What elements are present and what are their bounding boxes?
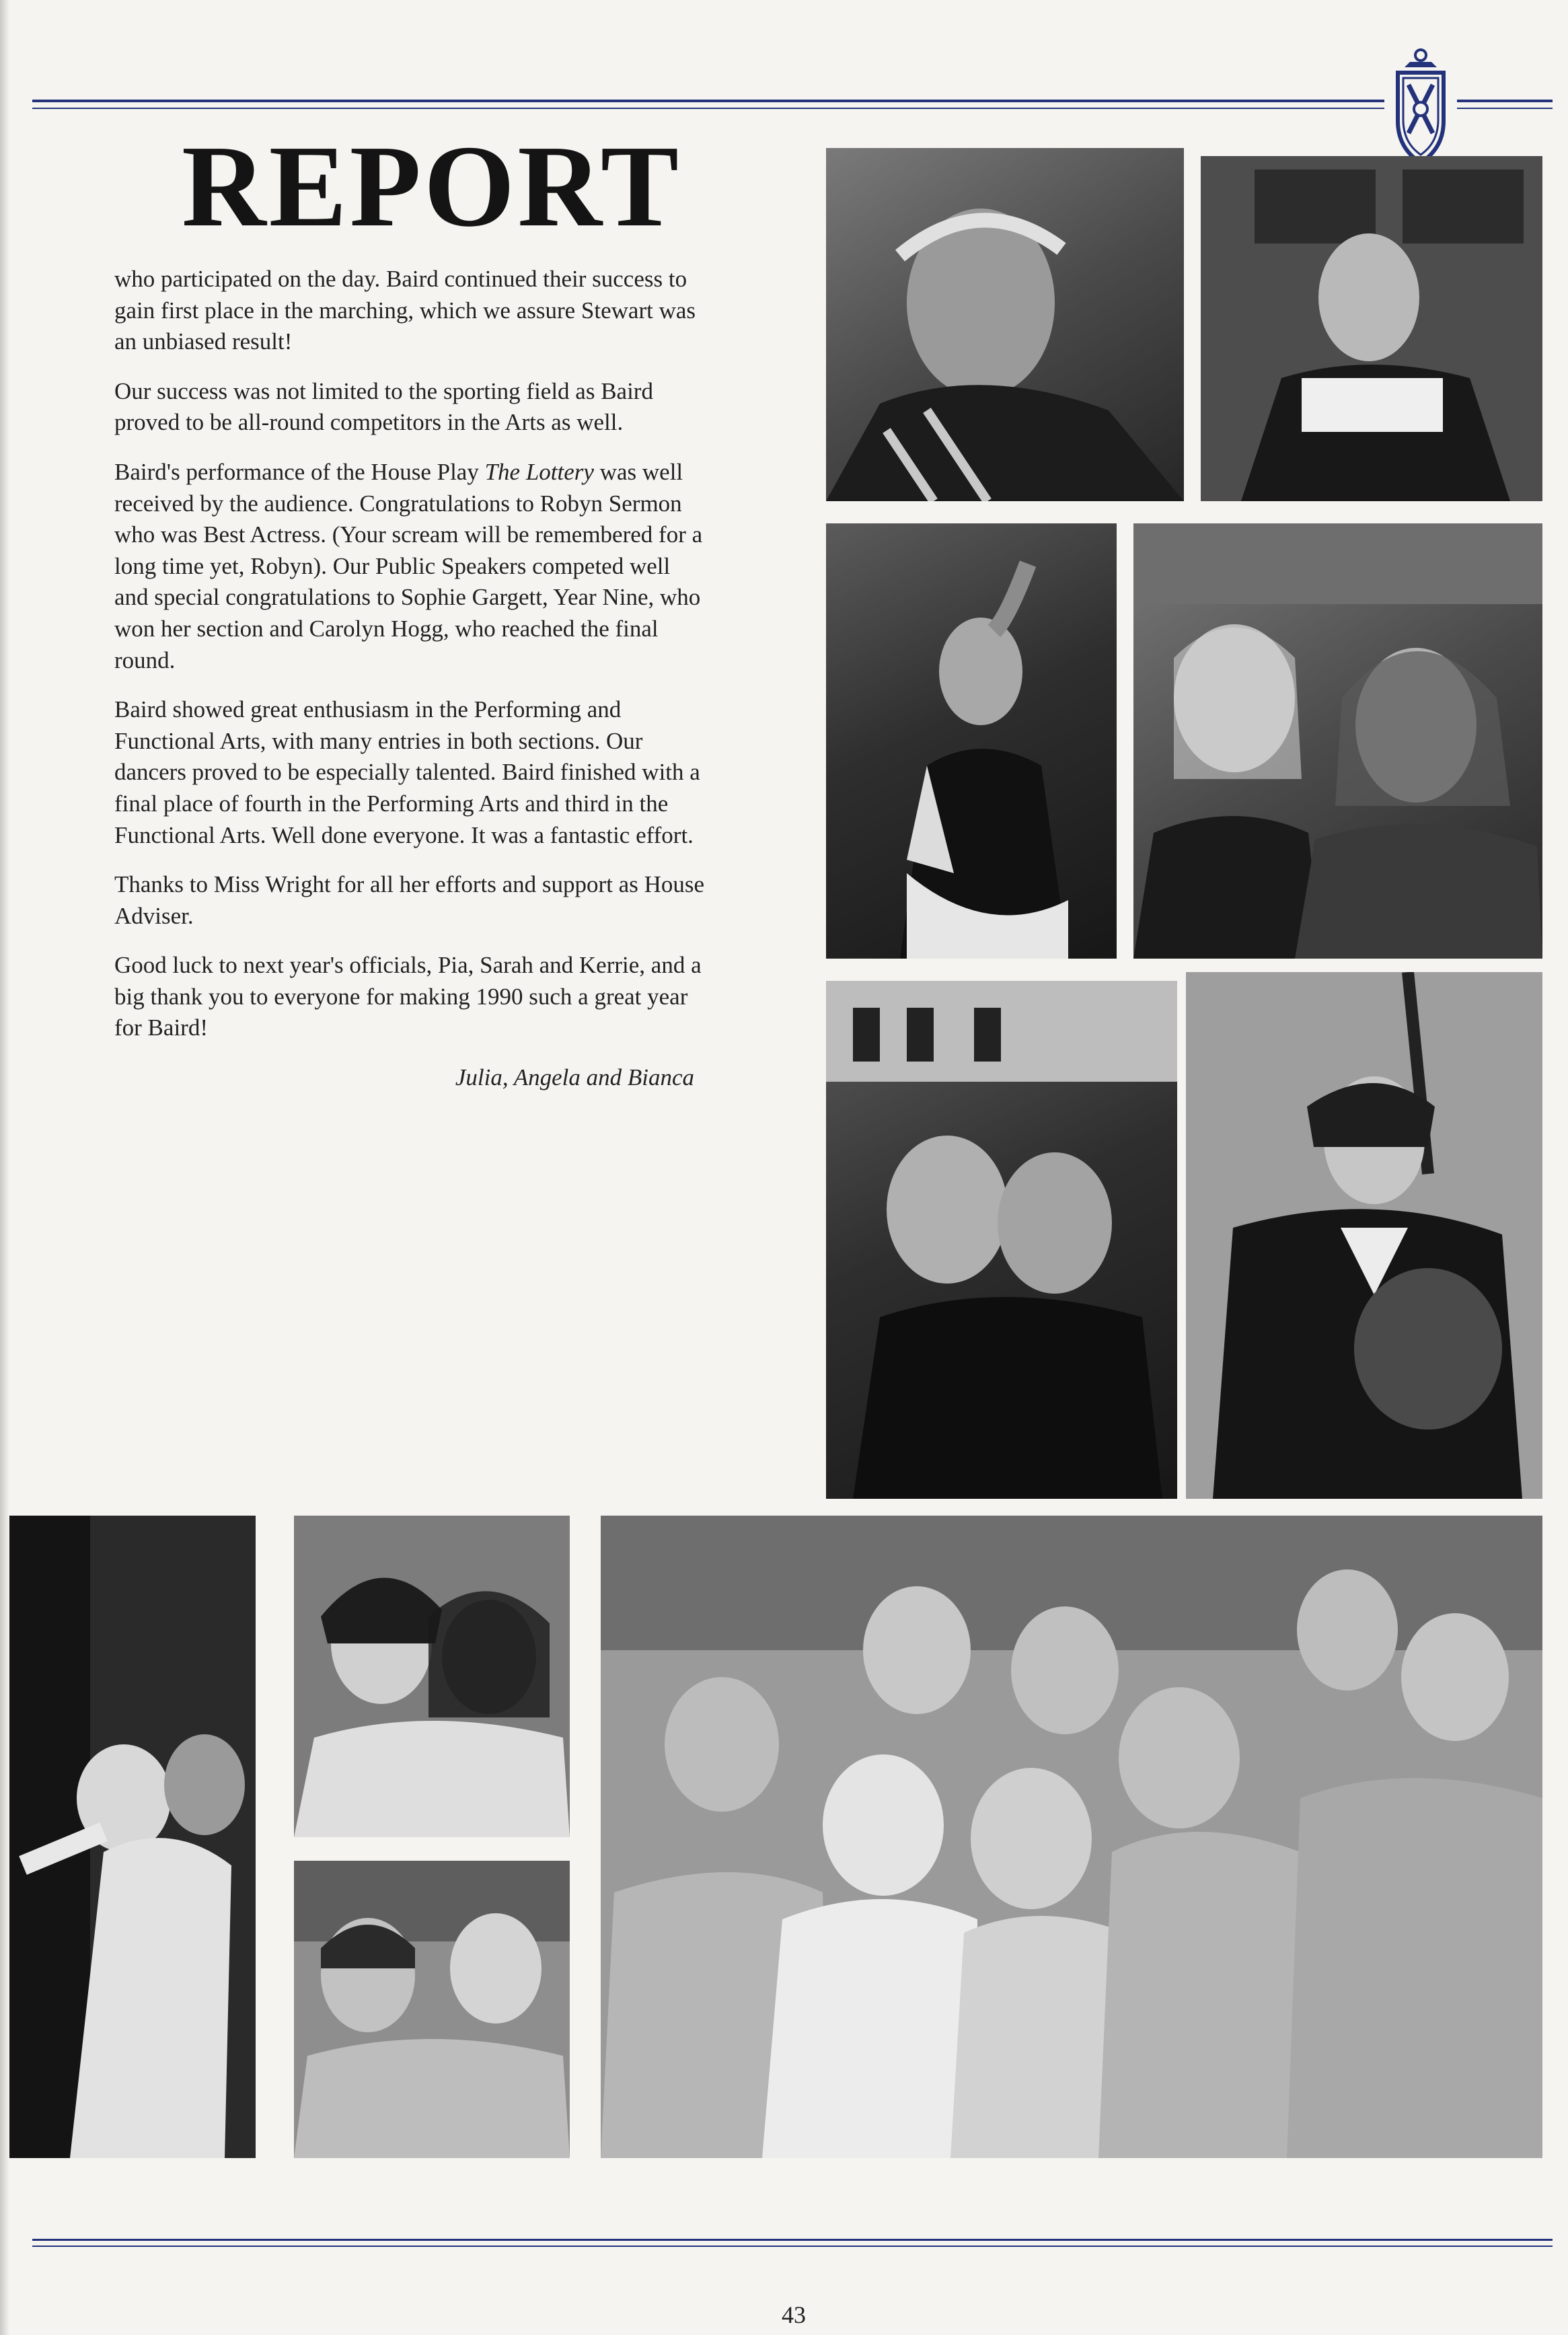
photo-two-girls-field	[294, 1861, 570, 2158]
top-rule	[32, 100, 1384, 102]
paragraph-text: was well received by the audience. Congratulations to Robyn Sermon who was Best Actress. (Your scream will be remembered for a long time yet, Robyn). Our Public Speakers competed well and special congratulations to Sophie Gargett, Year Nine, who won her section and Carolyn Hogg, who reached the final round.	[114, 458, 703, 673]
paragraph: Good luck to next year's officials, Pia, Sarah and Kerrie, and a big thank you to everyone for making 1990 such a great year for Baird!	[114, 952, 702, 1041]
paragraph: who participated on the day. Baird continued their success to gain first place in the marching, which we assure Stewart was an unbiased result!	[114, 266, 696, 355]
photo-bagpiper	[1186, 972, 1542, 1499]
page-number: 43	[782, 2301, 806, 2328]
paragraph-house-play	[114, 457, 706, 676]
page-gutter-shadow	[0, 0, 9, 2335]
top-rule-right	[1457, 100, 1553, 102]
paragraph: Our success was not limited to the sporting field as Baird proved to be all-round competitors in the Arts as well.	[114, 377, 653, 436]
photo-girl-headband	[826, 148, 1184, 501]
photo-two-friends-hugging	[826, 981, 1177, 1499]
photo-friends-laughing	[294, 1516, 570, 1837]
bottom-rule	[32, 2239, 1553, 2241]
top-rule-thin	[32, 108, 1384, 109]
photo-dancer	[826, 523, 1117, 959]
bottom-rule-thin	[32, 2246, 1553, 2247]
photo-group-students	[601, 1516, 1542, 2158]
signature: Julia, Angela and Bianca	[455, 1064, 694, 1091]
photo-student-mortarboard	[1201, 156, 1542, 501]
paragraph-text: Baird's performance of the House Play	[114, 458, 485, 485]
page-heading: REPORT	[182, 121, 681, 251]
school-crest-icon	[1384, 47, 1457, 168]
photo-dance-performance	[9, 1516, 256, 2158]
top-rule-right-thin	[1457, 108, 1553, 109]
play-title: The Lottery	[484, 458, 594, 485]
paragraph: Thanks to Miss Wright for all her efforts and support as House Adviser.	[114, 871, 705, 929]
paragraph: Baird showed great enthusiasm in the Performing and Functional Arts, with many entries in both sections. Our dancers proved to be especially talented. Baird finished with a final place of fourth in the Performing Arts and third in the Functional Arts. Well done everyone. It was a fantastic effort.	[114, 696, 700, 848]
report-text	[114, 264, 706, 1112]
photo-two-girls-smiling	[1133, 523, 1542, 959]
